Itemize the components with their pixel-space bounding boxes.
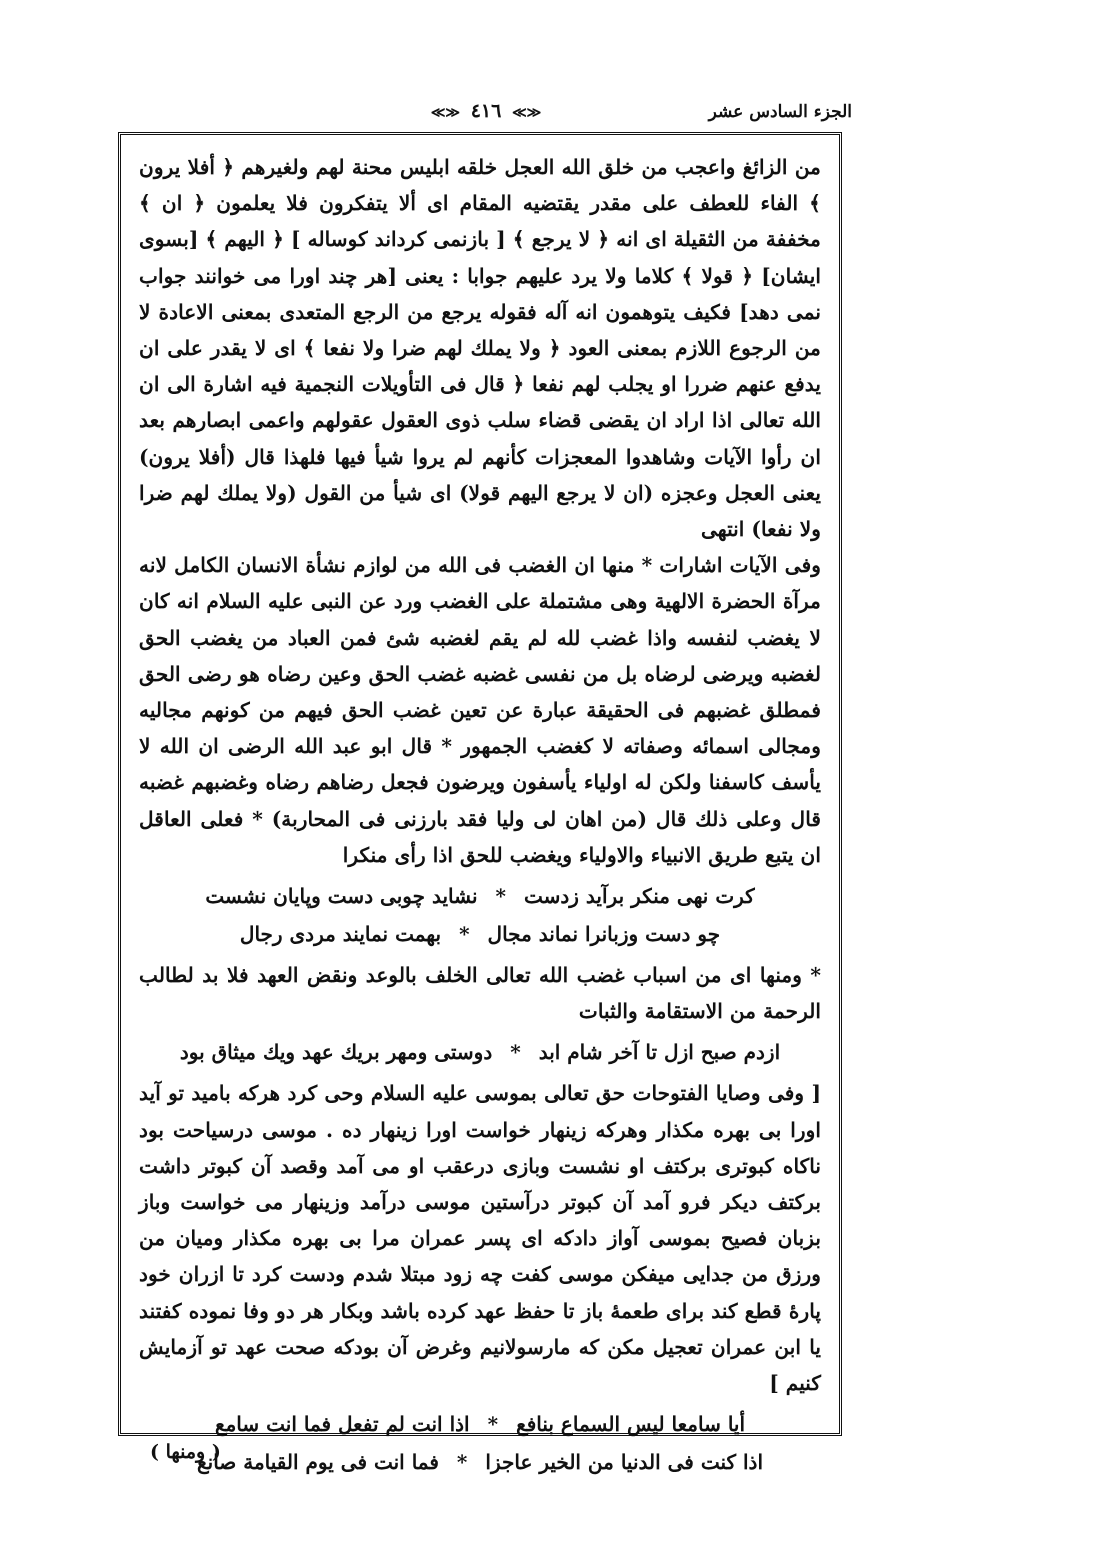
verse-block-2 [139,1033,821,1071]
verse-separator: * [510,1040,521,1065]
verse-separator: * [459,922,470,947]
main-text-continued [139,957,821,1029]
verse-block-3 [139,1405,821,1481]
paragraph-2: وفى الآيات اشارات * منها ان الغضب فى الله من لوازم نشأة الانسان الكامل لانه مرآة الحضرة الالهية وهى مشتملة على الغضب ورد عن النبى عليه السلام انه كان لا يغضب لنفسه واذا غضب لله لم يقم لغضبه شئ فمن العباد من يغضب الحق لغضبه ويرضى لرضاه بل من نفسى غضبه غضب الحق وعين رضاه هو رضى الحق فمطلق غضبهم فى الحقيقة عبارة عن تعين غضب الحق فيهم من كونهم مجاليه ومجالى اسمائه وصفاته لا كغضب الجمهور * قال ابو عبد الله الرضى ان الله لا يأسف كاسفنا ولكن له اولياء يأسفون ويرضون فجعل رضاهم رضاه وغضبهم غضبه قال وعلى ذلك قال (من اهان لى وليا فقد بارزنى فى المحاربة) * فعلى العاقل ان يتبع طريق الانبياء والاولياء ويغضب للحق اذا رأى منكرا [139,553,821,867]
page-number-text: ٤١٦ [470,100,502,122]
verse-separator: * [487,1412,499,1437]
page-header [120,100,852,128]
hemistich: نشايد چوبى دست وپايان نشست [205,884,478,909]
paragraph-1: من الزائغ واعجب من خلق الله العجل خلقه ابليس محنة لهم ولغيرهم ﴿ أفلا يرون ﴾ الفاء للعطف على مقدر يقتضيه المقام اى ألا يتفكرون فلا يعلمون ﴿ ان ﴾ مخففة من الثقيلة اى انه ﴿ لا يرجع ﴾ [ بازنمى كرداند كوساله ] ﴿ اليهم ﴾ [بسوى ايشان] ﴿ قولا ﴾ كلاما ولا يرد عليهم جوابا : يعنى [هر چند اورا مى خوانند جواب نمى دهد] فكيف يتوهمون انه آله فقوله يرجع من الرجع المتعدى بمعنى الاعادة لا من الرجوع اللازم بمعنى العود ﴿ ولا يملك لهم ضرا ولا نفعا ﴾ اى لا يقدر على ان يدفع عنهم ضررا او يجلب لهم نفعا ﴿ قال فى التأويلات النجمية فيه اشارة الى ان الله تعالى اذا اراد ان يقضى قضاء سلب ذوى العقول عقولهم واعمى ابصارهم بعد ان رأوا الآيات وشاهدوا المعجزات كأنهم لم يروا شيأ فيها فلهذا قال (أفلا يرون) يعنى العجل وعجزه (ان لا يرجع اليهم قولا) اى شيأ من القول (ولا يملك لهم ضرا ولا نفعا) انتهى [139,155,821,542]
verse-line [139,1033,821,1071]
hemistich: اذا كنت فى الدنيا من الخير عاجزا [485,1450,764,1475]
main-text [139,149,821,873]
ornament-left: ≪≫ [430,105,461,121]
verse-separator: * [495,884,506,909]
hemistich: كرت نهى منكر برآيد زدست [524,884,755,909]
hemistich: بهمت نمايند مردى رجال [239,922,442,947]
paragraph-4: [ وفى وصايا الفتوحات حق تعالى بموسى عليه السلام وحى كرد هركه باميد تو آيد اورا بى بهره مكذار وهركه زينهار خواست اورا زينهار ده . موسى درسياحت بود ناكاه كبوترى بركتف او نشست وبازى درعقب او مى آمد وقصد آن كبوتر داشت بركتف ديكر فرو آمد آن كبوتر درآستين موسى درآمد وزينهار مى خواست وباز بزبان فصيح بموسى آواز دادكه اى پسر عمران مرا بى بهره مكذار وميان من ورزق من جدايى ميفكن موسى كفت چه زود مبتلا شدم ودست كرد تا ازران خود پارهٔ قطع كند براى طعمهٔ باز تا حفظ عهد كرده باشد وبكار هر دو وفا نموده كفتند يا ابن عمران تعجيل مكن كه مارسولانيم وغرض آن بودكه صحت عهد تو آزمايش كنيم ] [139,1081,821,1396]
page-number [427,100,546,122]
verse-line [139,1443,821,1481]
hemistich: دوستى ومهر بريك عهد ويك ميثاق بود [179,1040,493,1065]
ornament-right: ≪≫ [511,105,542,121]
persian-anecdote [139,1075,821,1401]
verse-block-1 [139,877,821,953]
hemistich: اذا انت لم تفعل فما انت سامع [214,1412,470,1437]
verse-line [139,1405,821,1443]
hemistich: ازدم صبح ازل تا آخر شام ابد [538,1040,781,1065]
text-frame [118,132,842,1475]
paragraph-3: * ومنها اى من اسباب غضب الله تعالى الخلف بالوعد ونقض العهد فلا بد لطالب الرحمة من الاستقامة والثبات [139,963,821,1024]
verse-line [139,877,821,915]
hemistich: فما انت فى يوم القيامة صانع [196,1450,439,1475]
part-label: الجزء السادس عشر [708,102,852,122]
verse-separator: * [456,1450,468,1475]
hemistich: چو دست وزبانرا نماند مجال [487,922,721,947]
verse-line [139,915,821,953]
hemistich: أيا سامعا ليس السماع بنافع [516,1412,746,1437]
catchword: ( ومنها ) [150,1441,221,1463]
